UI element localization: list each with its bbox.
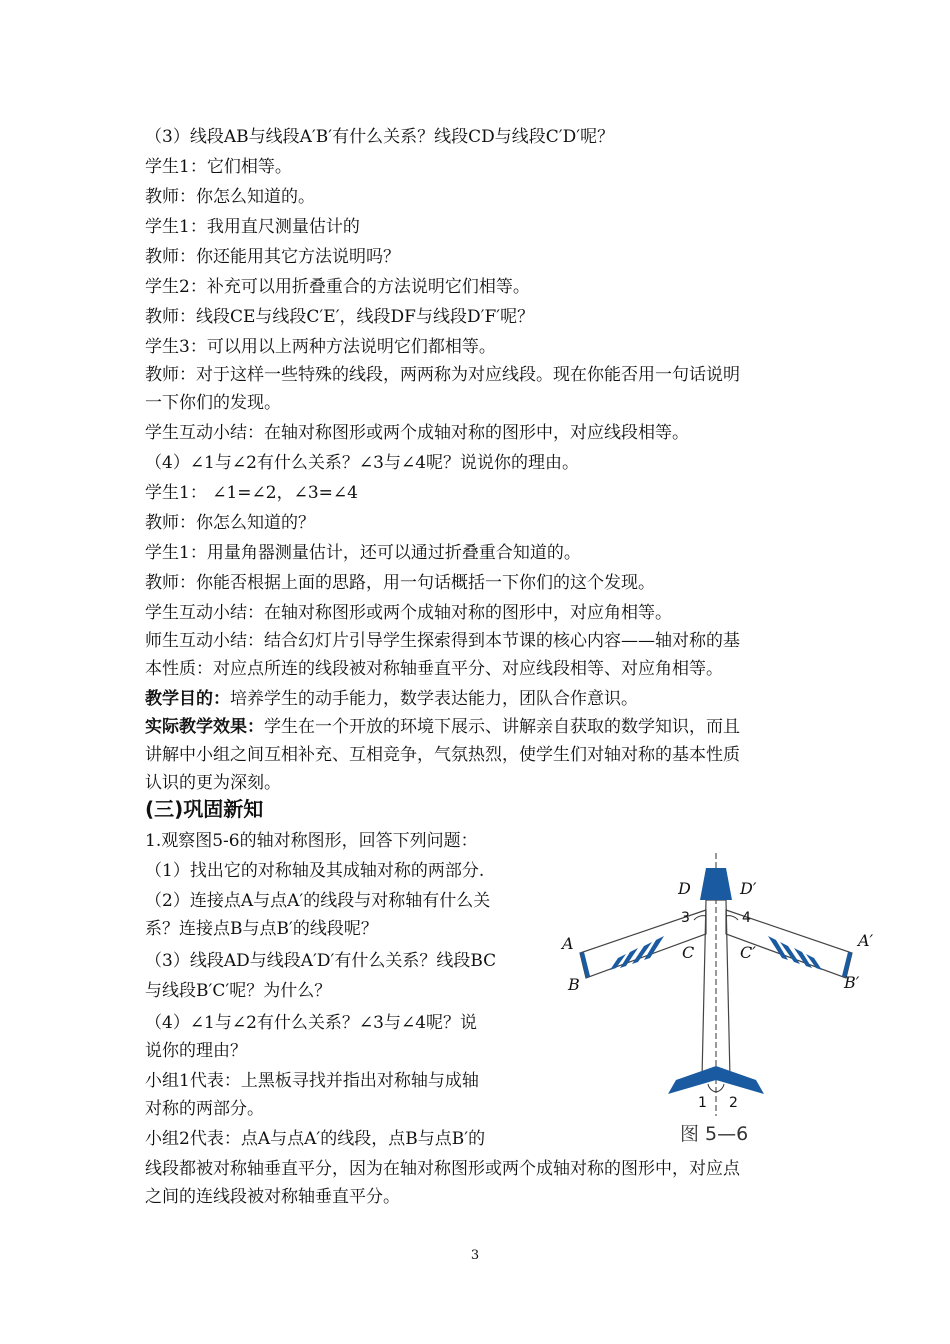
exercise-line: （1）找出它的对称轴及其成轴对称的两部分. bbox=[145, 861, 485, 881]
teaching-goal-text: 培养学生的动手能力，数学表达能力，团队合作意识。 bbox=[230, 689, 638, 709]
teaching-effect-text: 学生在一个开放的环境下展示、讲解亲自获取的数学知识，而且 bbox=[264, 717, 740, 737]
text-line: 学生1：我用直尺测量估计的 bbox=[145, 217, 360, 237]
text-line: 教师：对于这样一些特殊的线段，两两称为对应线段。现在你能否用一句话说明 bbox=[145, 365, 740, 385]
text-line: 师生互动小结：结合幻灯片引导学生探索得到本节课的核心内容——轴对称的基 bbox=[145, 631, 740, 651]
text-line: 学生1：用量角器测量估计，还可以通过折叠重合知道的。 bbox=[145, 543, 581, 563]
exercise-line: （4）∠1与∠2有什么关系？∠3与∠4呢？说 bbox=[145, 1013, 478, 1033]
text-line: 教师：你怎么知道的？ bbox=[145, 513, 315, 533]
angle-3-arc bbox=[694, 916, 706, 920]
text-line: 学生1：它们相等。 bbox=[145, 157, 292, 177]
label-B-prime: B′ bbox=[844, 973, 860, 992]
text-line: 学生互动小结：在轴对称图形或两个成轴对称的图形中，对应线段相等。 bbox=[145, 423, 689, 443]
text-line: 认识的更为深刻。 bbox=[145, 773, 281, 793]
angle-4-arc bbox=[726, 916, 738, 920]
exercise-line: 系？连接点B与点B′的线段呢？ bbox=[145, 919, 378, 939]
exercise-line: （2）连接点A与点A′的线段与对称轴有什么关 bbox=[145, 891, 491, 911]
section-title: (三)巩固新知 bbox=[145, 797, 264, 821]
text-line: 教师：你怎么知道的。 bbox=[145, 187, 315, 207]
text-line: 一下你们的发现。 bbox=[145, 393, 281, 413]
airplane-figure bbox=[556, 848, 890, 1148]
label-A-prime: A′ bbox=[858, 931, 874, 950]
text-line: 教师：你还能用其它方法说明吗？ bbox=[145, 247, 400, 267]
exercise-line: 小组2代表：点A与点A′的线段，点B与点B′的 bbox=[145, 1129, 486, 1149]
label-2: 2 bbox=[729, 1095, 738, 1111]
exercise-line: 说你的理由？ bbox=[145, 1041, 247, 1061]
figure-caption: 图 5—6 bbox=[680, 1123, 749, 1145]
exercise-line: （3）线段AD与线段A′D′有什么关系？线段BC bbox=[145, 951, 497, 971]
label-D: D bbox=[678, 879, 691, 898]
teaching-goal bbox=[145, 688, 638, 710]
label-C: C bbox=[682, 943, 695, 962]
text-line: （3）线段AB与线段A′B′有什么关系？线段CD与线段C′D′呢？ bbox=[145, 127, 615, 147]
label-1: 1 bbox=[698, 1095, 707, 1111]
exercise-line: 线段都被对称轴垂直平分，因为在轴对称图形或两个成轴对称的图形中，对应点 bbox=[145, 1159, 740, 1179]
text-line: 教师：线段CE与线段C′E′，线段DF与线段D′F′呢？ bbox=[145, 307, 535, 327]
angle-1-arc bbox=[708, 1084, 716, 1092]
exercise-line: 与线段B′C′呢？为什么？ bbox=[145, 981, 332, 1001]
teaching-goal-label: 教学目的： bbox=[145, 689, 230, 709]
angle-2-arc bbox=[716, 1084, 724, 1092]
teaching-effect bbox=[145, 716, 740, 738]
text-line: （4）∠1与∠2有什么关系？∠3与∠4呢？说说你的理由。 bbox=[145, 453, 580, 473]
label-D-prime: D′ bbox=[740, 879, 757, 898]
text-line: 本性质：对应点所连的线段被对称轴垂直平分、对应线段相等、对应角相等。 bbox=[145, 659, 723, 679]
teaching-effect-label: 实际教学效果： bbox=[145, 717, 264, 737]
text-line: 讲解中小组之间互相补充、互相竞争，气氛热烈，使学生们对轴对称的基本性质 bbox=[145, 745, 740, 765]
text-line: 学生3：可以用以上两种方法说明它们都相等。 bbox=[145, 337, 496, 357]
label-B: B bbox=[568, 975, 580, 994]
exercise-line: 对称的两部分。 bbox=[145, 1099, 264, 1119]
label-3: 3 bbox=[681, 910, 690, 926]
label-C-prime: C′ bbox=[740, 943, 756, 962]
exercise-line: 之间的连线段被对称轴垂直平分。 bbox=[145, 1187, 400, 1207]
nose-cap bbox=[700, 868, 732, 900]
label-4: 4 bbox=[742, 910, 751, 926]
text-line: 学生互动小结：在轴对称图形或两个成轴对称的图形中，对应角相等。 bbox=[145, 603, 672, 623]
label-A: A bbox=[562, 934, 574, 953]
text-line: 学生1： ∠1=∠2，∠3=∠4 bbox=[145, 483, 358, 503]
text-line: 教师：你能否根据上面的思路，用一句话概括一下你们的这个发现。 bbox=[145, 573, 655, 593]
exercise-line: 1.观察图5-6的轴对称图形，回答下列问题： bbox=[145, 831, 478, 851]
text-line: 学生2：补充可以用折叠重合的方法说明它们相等。 bbox=[145, 277, 530, 297]
page-number: 3 bbox=[470, 1248, 480, 1263]
left-stripe bbox=[610, 954, 626, 970]
right-stripe bbox=[806, 954, 822, 970]
exercise-line: 小组1代表：上黑板寻找并指出对称轴与成轴 bbox=[145, 1071, 479, 1091]
